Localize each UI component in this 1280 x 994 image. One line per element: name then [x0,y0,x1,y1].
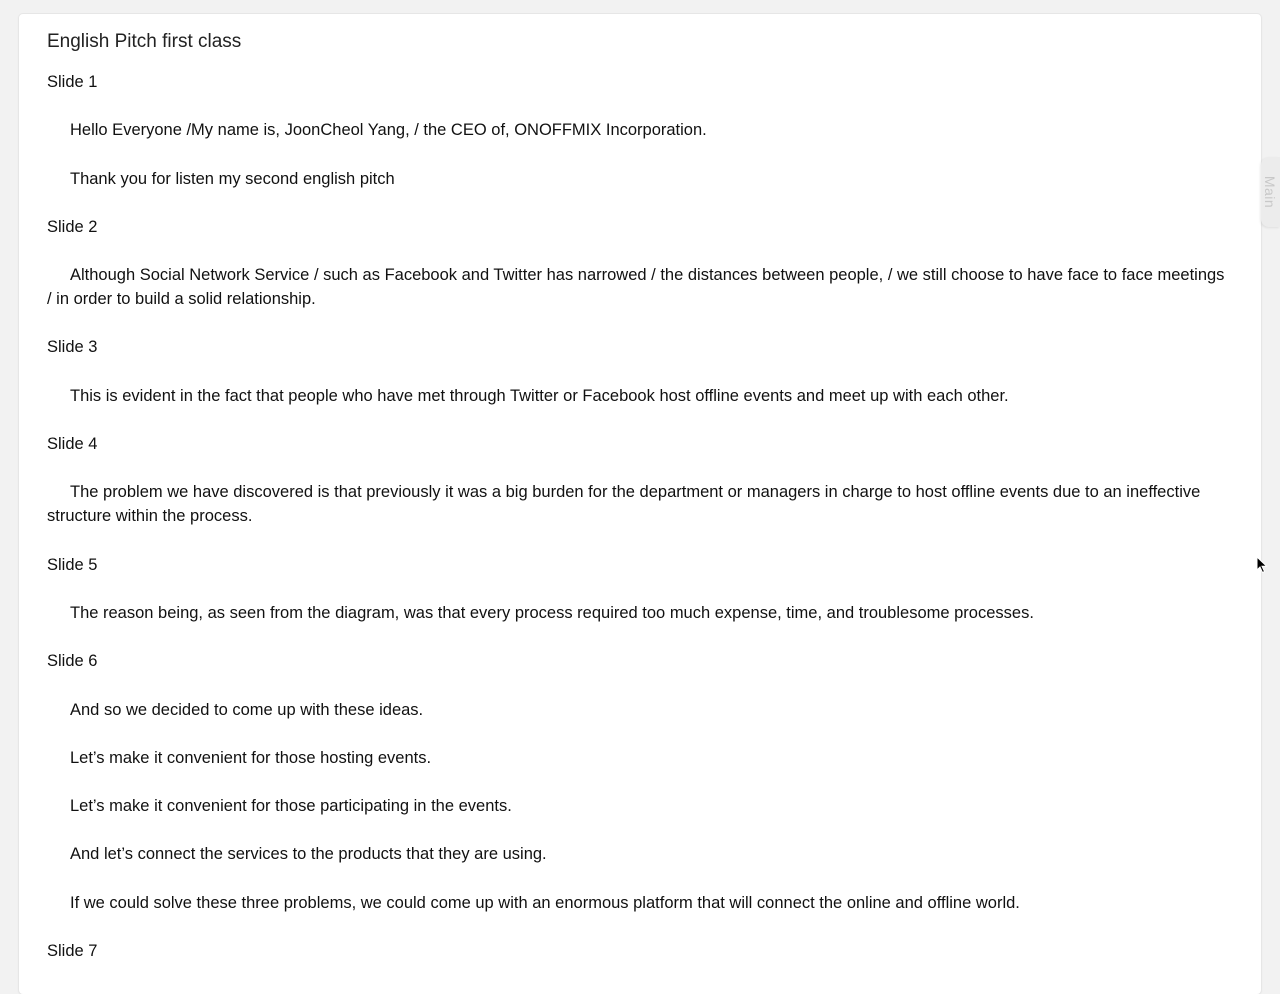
note-card [19,14,1261,994]
paragraph: And so we decided to come up with these ideas. [70,700,424,719]
slide-heading: Slide 3 [47,338,98,357]
slide-heading: Slide 2 [47,217,98,236]
slide-heading: Slide 6 [47,652,98,671]
paragraph: Let’s make it convenient for those hosting events. [70,748,432,767]
slide-heading: Slide 4 [47,435,98,454]
side-tab-label: Main [1262,175,1279,209]
paragraph: Let’s make it convenient for those participating in the events. [70,797,512,816]
paragraph: The problem we have discovered is that previously it was a big burden for the department or managers in charge to host offline events due to an ineffective structure within the process. [47,483,1205,526]
paragraph: Hello Everyone /My name is, JoonCheol Yang, / the CEO of, ONOFFMIX Incorporation. [70,121,707,140]
slide-heading: Slide 5 [47,555,98,574]
mouse-cursor-icon [1256,556,1268,574]
paragraph: If we could solve these three problems, we could come up with an enormous platform that will connect the online and offline world. [70,893,1020,912]
slide-heading: Slide 1 [47,73,98,91]
slide-heading: Slide 7 [47,942,98,961]
main-side-tab[interactable] [1261,157,1280,227]
paragraph: This is evident in the fact that people who have met through Twitter or Facebook host offline events and meet up with each other. [70,386,1009,405]
paragraph: The reason being, as seen from the diagram, was that every process required too much expense, time, and troublesome processes. [70,603,1034,622]
paragraph: Although Social Network Service / such as Facebook and Twitter has narrowed / the distances between people, / we still choose to have face to face meetings / in order to build a solid relationship. [47,266,1230,309]
paragraph: Thank you for listen my second english pitch [70,169,395,188]
note-title[interactable]: English Pitch first class [47,31,242,52]
note-body[interactable] [47,70,1233,963]
paragraph: And let’s connect the services to the products that they are using. [70,845,547,864]
